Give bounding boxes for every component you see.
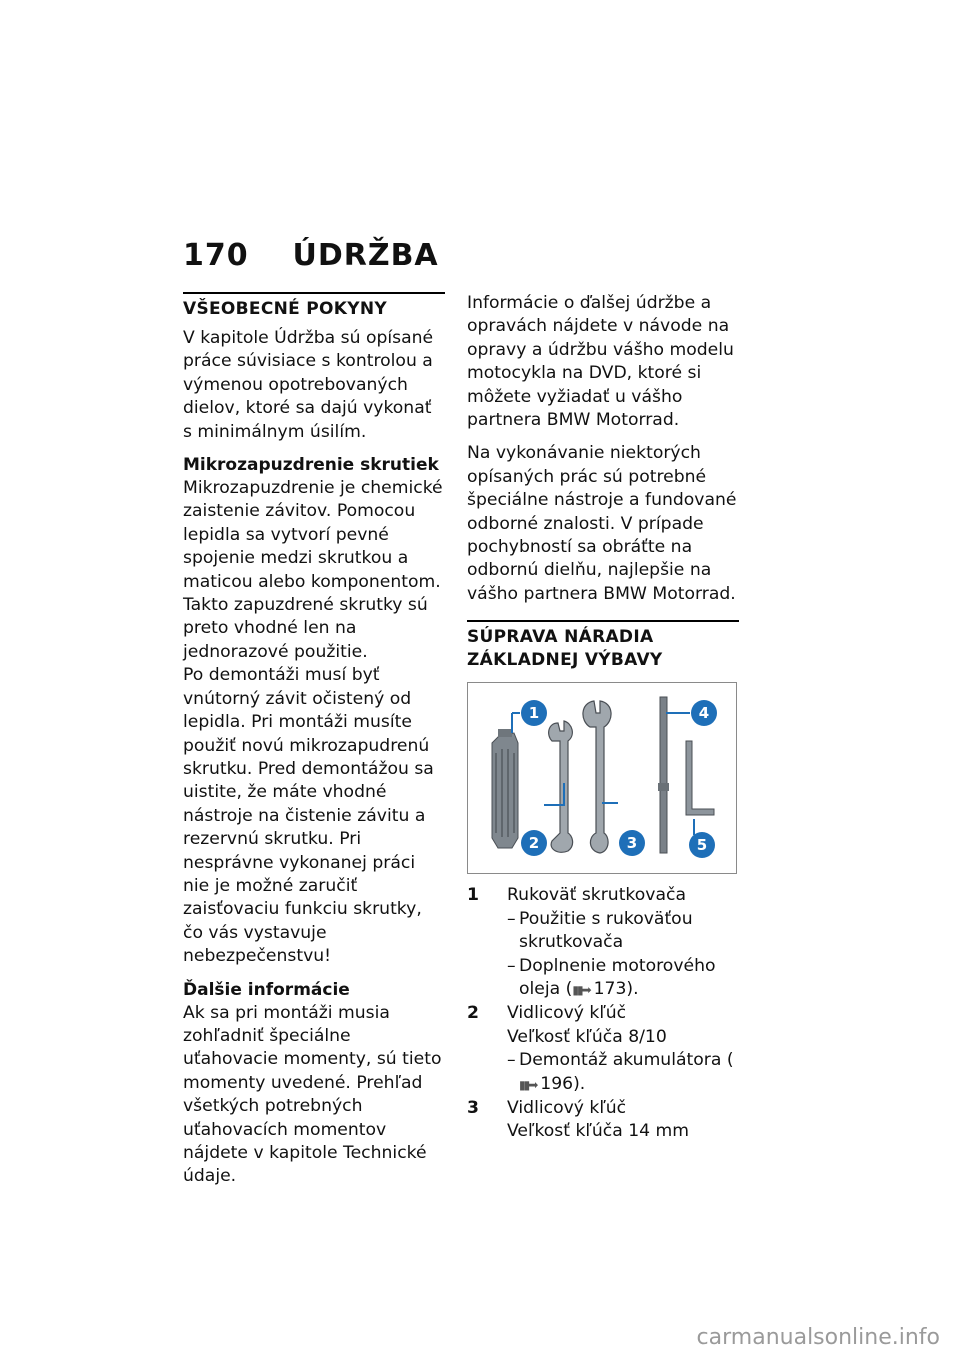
wrench-small-icon: [549, 721, 573, 852]
page-reference-arrow-icon: ▮▮➡: [572, 982, 590, 997]
toolkit-illustration: [468, 683, 736, 873]
extension-rod-icon: [658, 697, 669, 853]
item-size: Veľkosť kľúča 8/10: [507, 1026, 667, 1047]
item-title: Vidlicový kľúč: [507, 1097, 627, 1118]
wrench-large-icon: [583, 701, 611, 853]
left-column: [183, 292, 445, 1199]
callout-1: [521, 700, 547, 726]
callout-5-label: 5: [696, 836, 708, 855]
callout-2-label: 2: [528, 834, 540, 853]
list-item: [467, 884, 739, 1002]
intro-paragraph: V kapitole Údržba sú opísané práce súvisiace s kontrolou a výmenou opotrebovaných dielov, ktoré sa dajú vykonať s minimálnym úsilím.: [183, 328, 434, 442]
right-column: [467, 292, 739, 1144]
item-number: 3: [467, 1097, 479, 1118]
page-reference-arrow-icon: ▮▮➡: [519, 1077, 537, 1092]
callout-1-label: 1: [528, 704, 540, 723]
callout-4-label: 4: [698, 704, 710, 723]
section-rule-toolkit: [467, 620, 739, 622]
heading-more-info: Ďalšie informácie: [183, 979, 350, 1000]
callout-3-label: 3: [626, 834, 638, 853]
page-number: 170: [183, 238, 249, 273]
list-item: [467, 1002, 739, 1097]
chapter-title: ÚDRŽBA: [292, 238, 439, 273]
section-rule: [183, 292, 445, 294]
toolkit-figure: [467, 682, 737, 874]
sub-item-text: Použitie s rukoväťou skrutkovača: [519, 908, 693, 953]
sub-item-text: Doplnenie motorového oleja (: [519, 955, 716, 999]
sub-item-text: Demontáž akumulátora (: [519, 1050, 734, 1071]
item-title: Rukoväť skrutkovača: [507, 885, 686, 906]
section-title-general: VŠEOBECNÉ POKYNY: [183, 299, 388, 319]
sub-item: – Demontáž akumulátora (▮▮➡ 196).: [507, 1049, 739, 1097]
sub-item: – Použitie s rukoväťou skrutkovača: [507, 908, 739, 955]
micro-paragraph-1: Mikrozapuzdrenie je chemické zaistenie závitov. Pomocou lepidla sa vytvorí pevné spojenie medzi skrutkou a maticou alebo komponentom. Takto zapuzdrené skrutky sú preto vhodné len na jednorazové použitie.: [183, 478, 443, 662]
callout-5: [689, 832, 715, 858]
watermark: carmanualsonline.info: [696, 1325, 940, 1350]
list-item: [467, 1097, 739, 1144]
page-reference: 196).: [540, 1073, 586, 1094]
screwdriver-handle-icon: [492, 729, 518, 848]
page-reference: 173).: [593, 978, 639, 999]
maintenance-info-paragraph: Informácie o ďalšej údržbe a opravách nájdete v návode na opravy a údržbu vášho modelu motocykla na DVD, ktoré si môžete vyžiadať u vášho partnera BMW Motorrad.: [467, 293, 734, 431]
more-info-paragraph: Ak sa pri montáži musia zohľadniť špeciálne uťahovacie momenty, sú tieto momenty uvedené. Prehľad všetkých potrebných uťahovacích momentov nájdete v kapitole Technické údaje.: [183, 1002, 442, 1187]
micro-paragraph-2: Po demontáži musí byť vnútorný závit očistený od lepidla. Pri montáži musíte použiť novú mikrozapudrenú skrutku. Pred demontážou sa uistite, že máte vhodné nástroje na čistenie závitu a rezervnú skrutku. Pri nesprávne vykonanej práci nie je možné zaručiť zaisťovaciu funkciu skrutky, čo vás vystavuje nebezpečenstvu!: [183, 665, 434, 967]
callout-3: [619, 830, 645, 856]
heading-microencapsulation: Mikrozapuzdrenie skrutiek: [183, 455, 439, 476]
item-title: Vidlicový kľúč: [507, 1003, 627, 1024]
sub-item: – Doplnenie motorového oleja (▮▮➡ 173).: [507, 955, 739, 1003]
callout-4: [691, 700, 717, 726]
callout-2: [521, 830, 547, 856]
item-number: 2: [467, 1003, 479, 1024]
item-size: Veľkosť kľúča 14 mm: [507, 1121, 690, 1142]
page-header: [183, 238, 439, 273]
hex-key-icon: [686, 741, 714, 815]
item-number: 1: [467, 885, 479, 906]
toolkit-list: [467, 884, 739, 1143]
special-tools-paragraph: Na vykonávanie niektorých opísaných prác sú potrebné špeciálne nástroje a fundované odborné znalosti. V prípade pochybností sa obráťte na odbornú dielňu, najlepšie na vášho partnera BMW Motorrad.: [467, 443, 737, 604]
section-title-toolkit: SÚPRAVA NÁRADIA ZÁKLADNEJ VÝBAVY: [467, 627, 663, 671]
